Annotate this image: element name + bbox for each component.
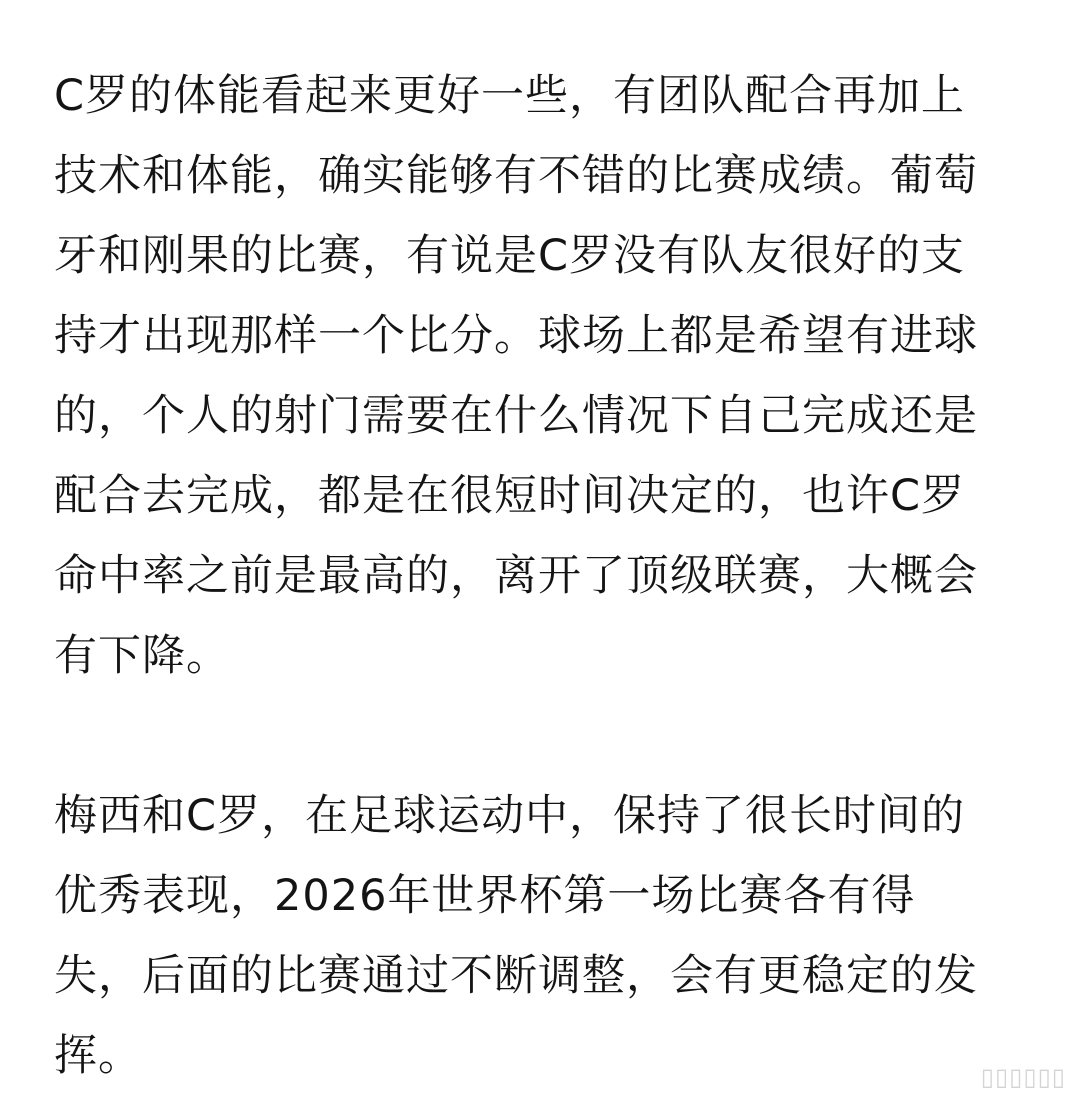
paragraph-2: 梅西和C罗，在足球运动中，保持了很长时间的 优秀表现，2026年世界杯第一场比赛各有得 失，后面的比赛通过不断调整，会有更稳定的发 挥。: [54, 791, 978, 1081]
paragraph-1: C罗的体能看起来更好一些，有团队配合再加上 技术和体能，确实能够有不错的比赛成绩。葡萄 牙和刚果的比赛，有说是C罗没有队友很好的支 持才出现那样一个比分。球场上都是希望有进球 的，个人的射门需要在什么情况下自己完成还是 配合去完成，都是在很短时间决定的，也许C罗 命中率之前是最高的，离开了顶级联赛，大概会 有下降。: [54, 71, 978, 681]
article-body: [54, 56, 1026, 1096]
paragraph-spacer: [54, 696, 1026, 776]
watermark: ▯▯▯▯▯▯: [980, 1063, 1066, 1091]
